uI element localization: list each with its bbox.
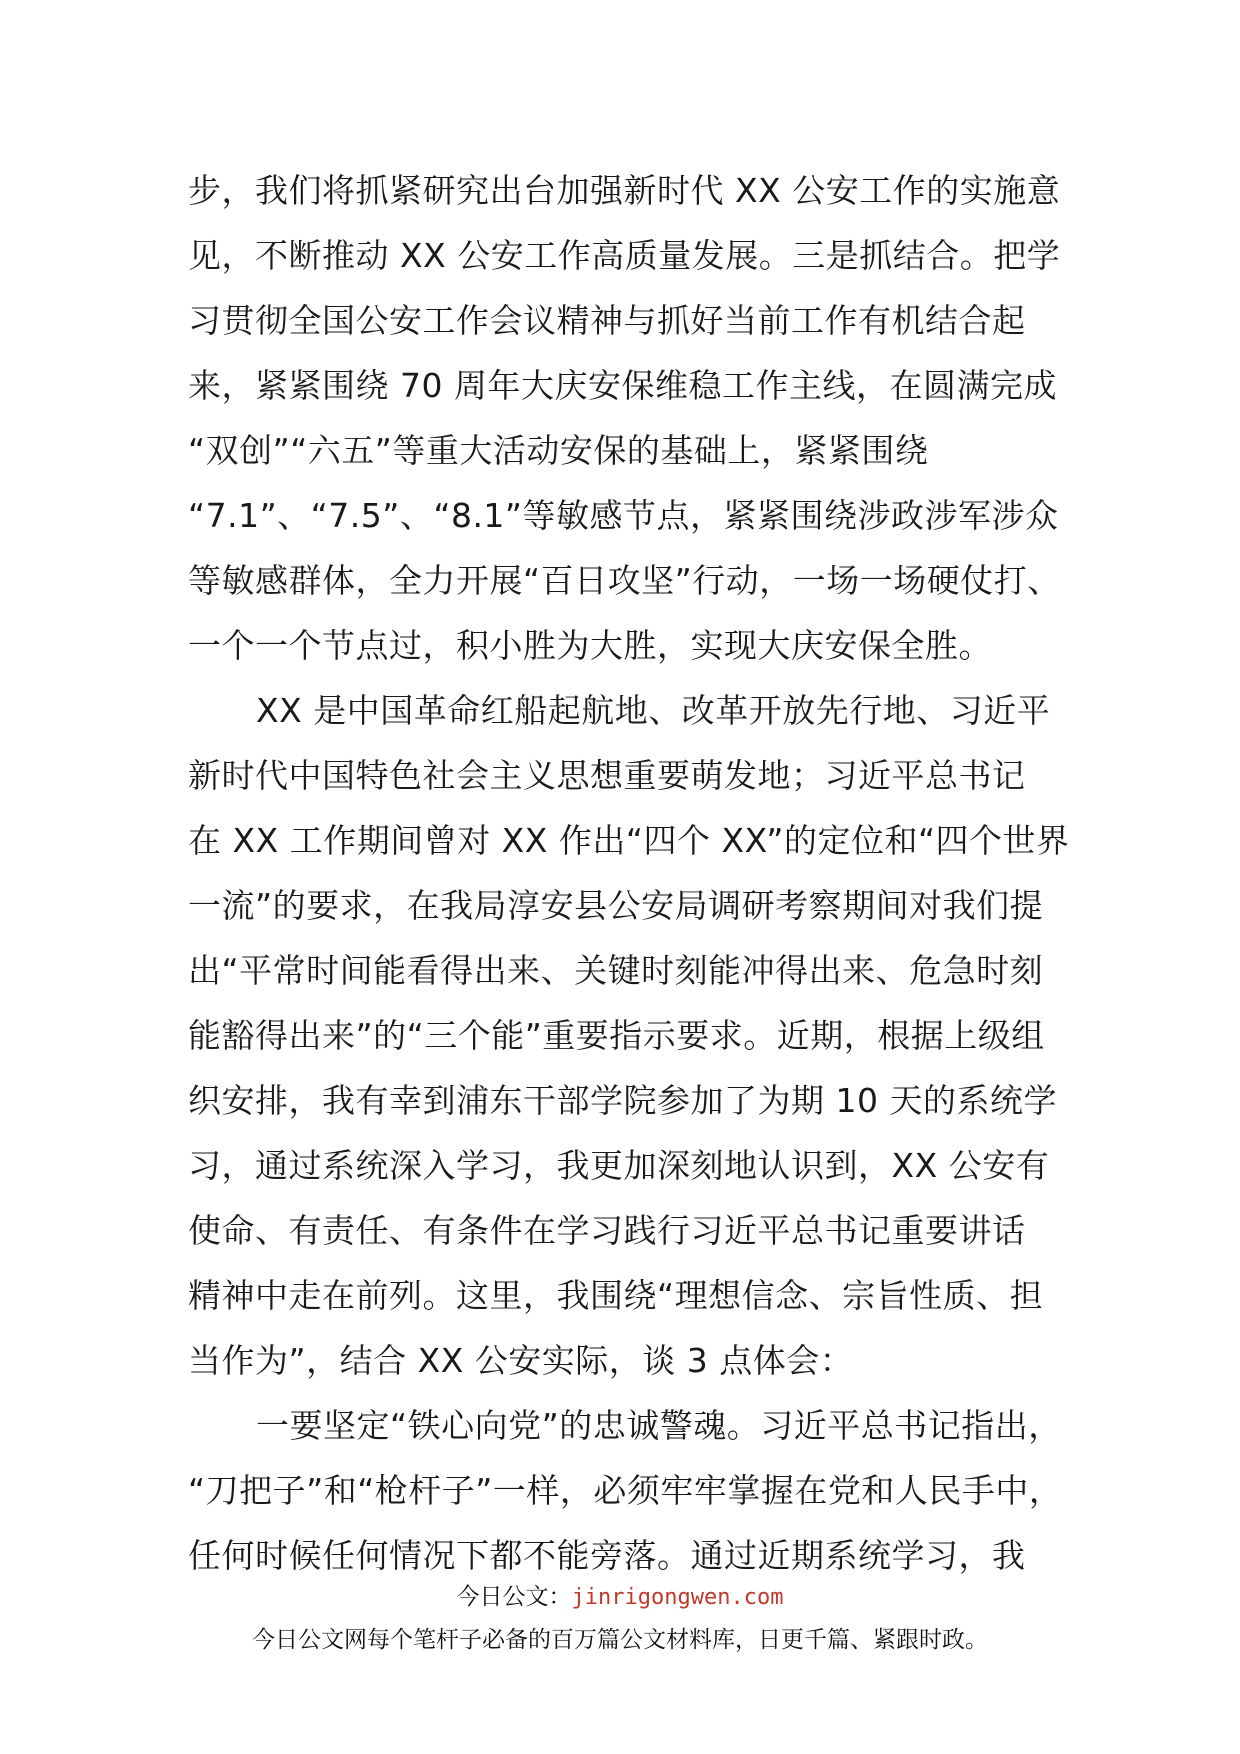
footer-source — [0, 1578, 1240, 1611]
text-line: 使命、有责任、有条件在学习践行习近平总书记重要讲话 — [188, 1211, 1026, 1250]
text-line: 来，紧紧围绕 70 周年大庆安保维稳工作主线，在圆满完成 — [188, 366, 1057, 405]
text-line: 在 XX 工作期间曾对 XX 作出“四个 XX”的定位和“四个世界 — [188, 821, 1070, 860]
paragraph-start-line: 一要坚定“铁心向党”的忠诚警魂。习近平总书记指出， — [256, 1406, 1062, 1445]
paragraph-start-line: XX 是中国革命红船起航地、改革开放先行地、习近平 — [256, 691, 1051, 730]
text-line: 一个一个节点过，积小胜为大胜，实现大庆安保全胜。 — [188, 626, 992, 665]
text-line: 能豁得出来”的“三个能”重要指示要求。近期，根据上级组 — [188, 1016, 1045, 1055]
text-line: 习贯彻全国公安工作会议精神与抓好当前工作有机结合起 — [188, 301, 1026, 340]
text-line: “双创”“六五”等重大活动安保的基础上，紧紧围绕 — [188, 431, 929, 470]
text-line: 精神中走在前列。这里，我围绕“理想信念、宗旨性质、担 — [188, 1276, 1044, 1315]
text-line: “刀把子”和“枪杆子”一样，必须牢牢掌握在党和人民手中， — [188, 1471, 1063, 1510]
footer-label: 今日公文： — [456, 1584, 572, 1610]
footer-tagline: 今日公文网每个笔杆子必备的百万篇公文材料库，日更千篇、紧跟时政。 — [252, 1627, 988, 1653]
text-line: 步，我们将抓紧研究出台加强新时代 XX 公安工作的实施意 — [188, 171, 1061, 210]
text-line: 新时代中国特色社会主义思想重要萌发地；习近平总书记 — [188, 756, 1026, 795]
text-line: 任何时候任何情况下都不能旁落。通过近期系统学习，我 — [188, 1536, 1026, 1575]
text-line: 见，不断推动 XX 公安工作高质量发展。三是抓结合。把学 — [188, 236, 1061, 275]
text-line: 等敏感群体，全力开展“百日攻坚”行动，一场一场硬仗打、 — [188, 561, 1061, 600]
footer-site-link[interactable]: jinrigongwen.com — [571, 1585, 784, 1610]
document-body — [188, 158, 1070, 1588]
text-line: 一流”的要求，在我局淳安县公安局调研考察期间对我们提 — [188, 886, 1044, 925]
text-line: 习，通过系统深入学习，我更加深刻地认识到，XX 公安有 — [188, 1146, 1050, 1185]
text-line: “7.1”、“7.5”、“8.1”等敏感节点，紧紧围绕涉政涉军涉众 — [188, 496, 1059, 535]
text-line: 织安排，我有幸到浦东干部学院参加了为期 10 天的系统学 — [188, 1081, 1057, 1120]
text-line: 当作为”，结合 XX 公安实际，谈 3 点体会： — [188, 1341, 854, 1380]
text-line: 出“平常时间能看得出来、关键时刻能冲得出来、危急时刻 — [188, 951, 1044, 990]
